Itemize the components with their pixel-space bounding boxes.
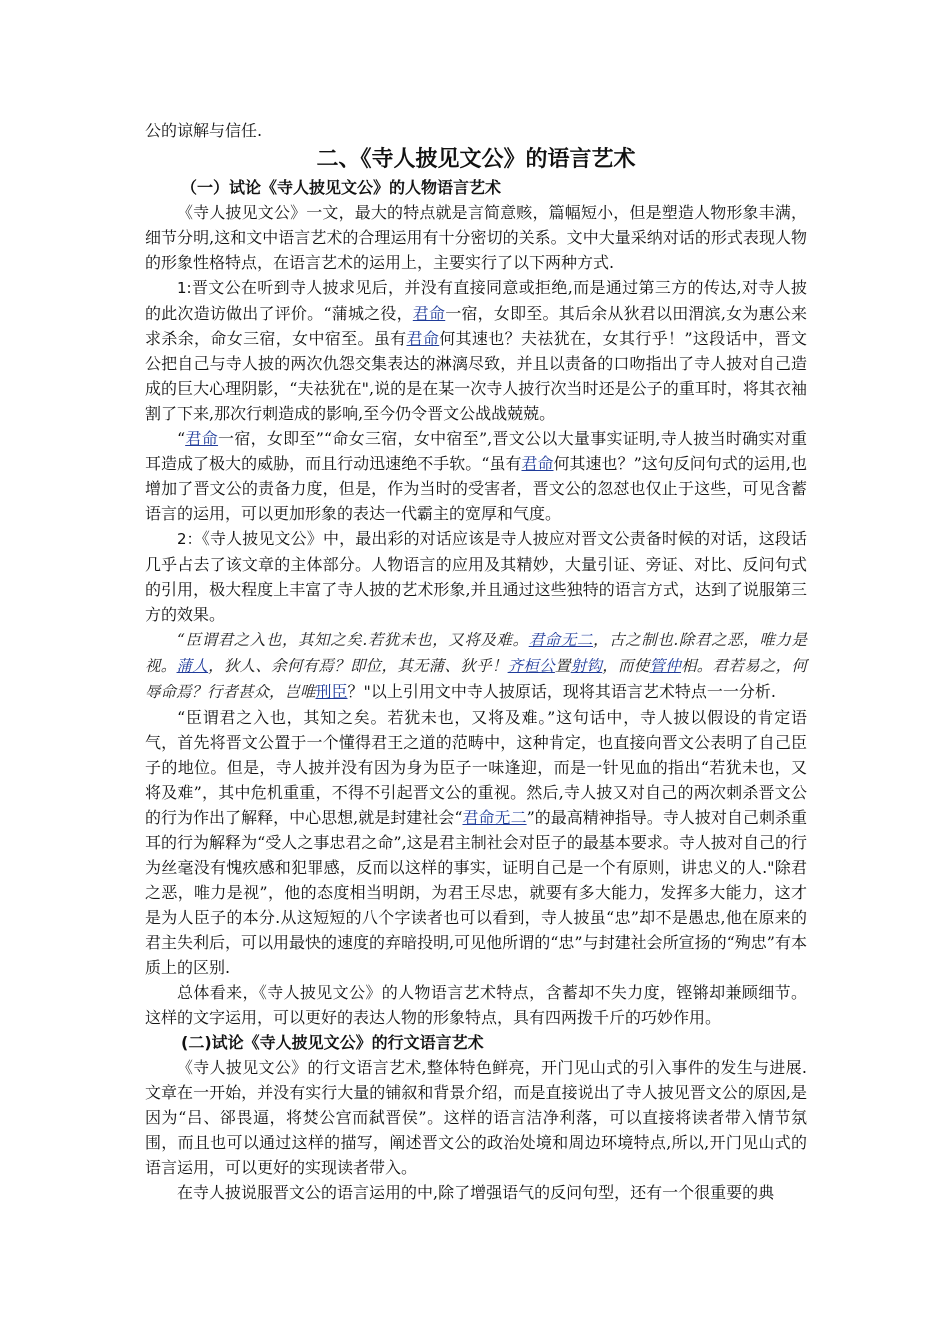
link-guanzhong[interactable]: 管仲 [649,657,682,675]
paragraph-analysis-2 [145,705,807,980]
quote-run: 相。君若易之，何辱命焉？行者甚众，岂唯 [145,657,807,701]
section-title: 二、《寺人披见文公》的语言艺术 [316,147,636,172]
text-run: 何其速也？夫祛犹在，女其行乎！”这段话中，晋文公把自己与寺人披的两次仇怨交集表达的淋漓尽致，并且以责备的口吻指出了寺人披对自己造成的巨大心理阴影，“夫祛犹在",说的是在某一次寺人披行次当时还是公子的重耳时，将其衣袖割了下来,那次行刺造成的影响,至今仍令晋文公战战兢兢。 [145,329,807,423]
text-run: 《寺人披见文公》中，最出彩的对话应该是寺人披应对晋文公责备时候的对话，这段话几乎占去了该文章的主体部分。人物语言的应用及其精妙，大量引证、旁证、对比、反问句式的引用，极大程度上丰富了寺人披的艺术形象,并且通过这些独特的语言方式，达到了说服第三方的效果。 [145,529,807,624]
subsection-heading-1: （一）试论《寺人披见文公》的人物语言艺术 [181,178,502,197]
link-junming-wuer[interactable]: 君命无二 [528,631,594,649]
subsection-heading-2: (二)试论《寺人披见文公》的行文语言艺术 [181,1033,484,1052]
link-junming-wuer[interactable]: 君命无二 [462,808,527,827]
paragraph-point-2 [145,526,807,627]
link-qihuangong[interactable]: 齐桓公 [507,657,555,675]
text-run: 何其速也？”这句反问句式的运用,也增加了晋文公的责备力度，但是，作为当时的受害者，晋文公的忽怼也仅止于这些，可见含蓄语言的运用，可以更加形象的表达一代霸主的宽厚和气度。 [145,454,807,523]
quote-run: ，狄人、余何有焉？即位，其无蒲、狄乎！ [208,657,508,675]
point-number: 2： [177,530,202,548]
link-junming[interactable]: 君命 [185,429,219,448]
paragraph-point-1 [145,275,807,426]
text-run: “臣谓君之入也，其知之矣。若犹未也，又将及难。”这句话中，寺人披以假设的肯定语气，首先将晋文公置于一个懂得君王之道的范畴中，这种肯定，也直接向晋文公表明了自己臣子的地位。但是，寺人披并没有因为身为臣子一味逢迎，而是一针见血的指出“若犹未也，又将及难”，其中危机重重，不得不引起晋文公的重视。然后,寺人披又对自己的两次刺杀晋文公的行为作出了解释，中心思想,就是封建社会“ [145,708,807,827]
link-xingchen[interactable]: 刑臣 [315,682,348,701]
text-run: 晋文公在听到寺人披求见后，并没有直接同意或拒绝,而是通过第三方的传达,对寺人披的此次造访做出了评价。“蒲城之役， [145,278,807,323]
paragraph-intro: 《寺人披见文公》一文，最大的特点就是言简意赅，篇幅短小，但是塑造人物形象丰满，细节分明,这和文中语言艺术的合理运用有十分密切的关系。文中大量采纳对话的形式表现人物的形象性格特点，在语言艺术的运用上，主要实行了以下两种方式. [145,203,807,272]
paragraph-summary: 总体看来，《寺人披见文公》的人物语言艺术特点，含蓄却不失力度，铿锵却兼顾细节。这样的文字运用，可以更好的表达人物的形象特点，具有四两拨千斤的巧妙作用。 [145,983,807,1027]
text-run: 一宿，女即至。其后余从狄君以田渭滨,女为惠公来求杀余，命女三宿，女中宿至。虽有 [145,304,807,348]
point-number: 1: [177,279,192,297]
paragraph-narrative-1: 《寺人披见文公》的行文语言艺术,整体特色鲜亮，开门见山式的引入事件的发生与进展.文章在一开始，并没有实行大量的铺叙和背景介绍，而是直接说出了寺人披见晋文公的原因,是因为“吕、郤畏逼，将焚公宫而弑晋侯”。这样的语言洁净利落，可以直接将读者带入情节氛围，而且也可以通过这样的描写，阐述晋文公的政治处境和周边环境特点,所以,开门见山式的语言运用，可以更好的实现读者带入。 [145,1058,807,1177]
text-run: 一宿，女即至”“命女三宿，女中宿至”,晋文公以大量事实证明,寺人披当时确实对重耳造成了极大的威胁，而且行动迅速绝不手软。“虽有 [145,429,807,473]
quote-run: ，古之制也.除君之恶，唯力是视。 [145,631,807,675]
text-run: ？"以上引用文中寺人披原话，现将其语言艺术特点一一分析. [347,682,776,701]
text-run: ”的最高精神指导。寺人披对自己刺杀重耳的行为解释为“受人之事忠君之命”,这是君主制社会对臣子的最基本要求。寺人披对自己的行为丝毫没有愧疚感和犯罪感，反而以这样的事实，证明自己是一个有原则，讲忠义的人."除君之恶，唯力是视”，他的态度相当明朗，为君王尽忠，就要有多大能力，发挥多大能力，这才是为人臣子的本分.从这短短的八个字读者也可以看到，寺人披虽“忠”却不是愚忠,他在原来的君主失利后，可以用最快的速度的弃暗投明,可见他所谓的“忠”与封建社会所宣扬的“殉忠”有本质上的区别. [145,808,807,977]
link-junming[interactable]: 君命 [521,454,554,473]
quote-run: ，而使 [602,657,650,675]
link-puren[interactable]: 蒲人 [176,657,209,675]
link-junming[interactable]: 君命 [406,329,440,348]
text-run: “ [177,429,186,448]
quote-run: 置 [554,657,571,675]
paragraph-quotation [145,627,807,705]
paragraph-narrative-2: 在寺人披说服晋文公的语言运用的中,除了增强语气的反问句型，还有一个很重要的典 [177,1183,775,1202]
link-junming[interactable]: 君命 [412,304,446,323]
paragraph-analysis-1 [145,426,807,526]
continuation-line: 公的谅解与信任. [145,121,263,140]
quote-run: “臣谓君之入也，其知之矣.若犹未也，又将及难。 [177,631,529,649]
link-shegou[interactable]: 射钩 [570,657,603,675]
